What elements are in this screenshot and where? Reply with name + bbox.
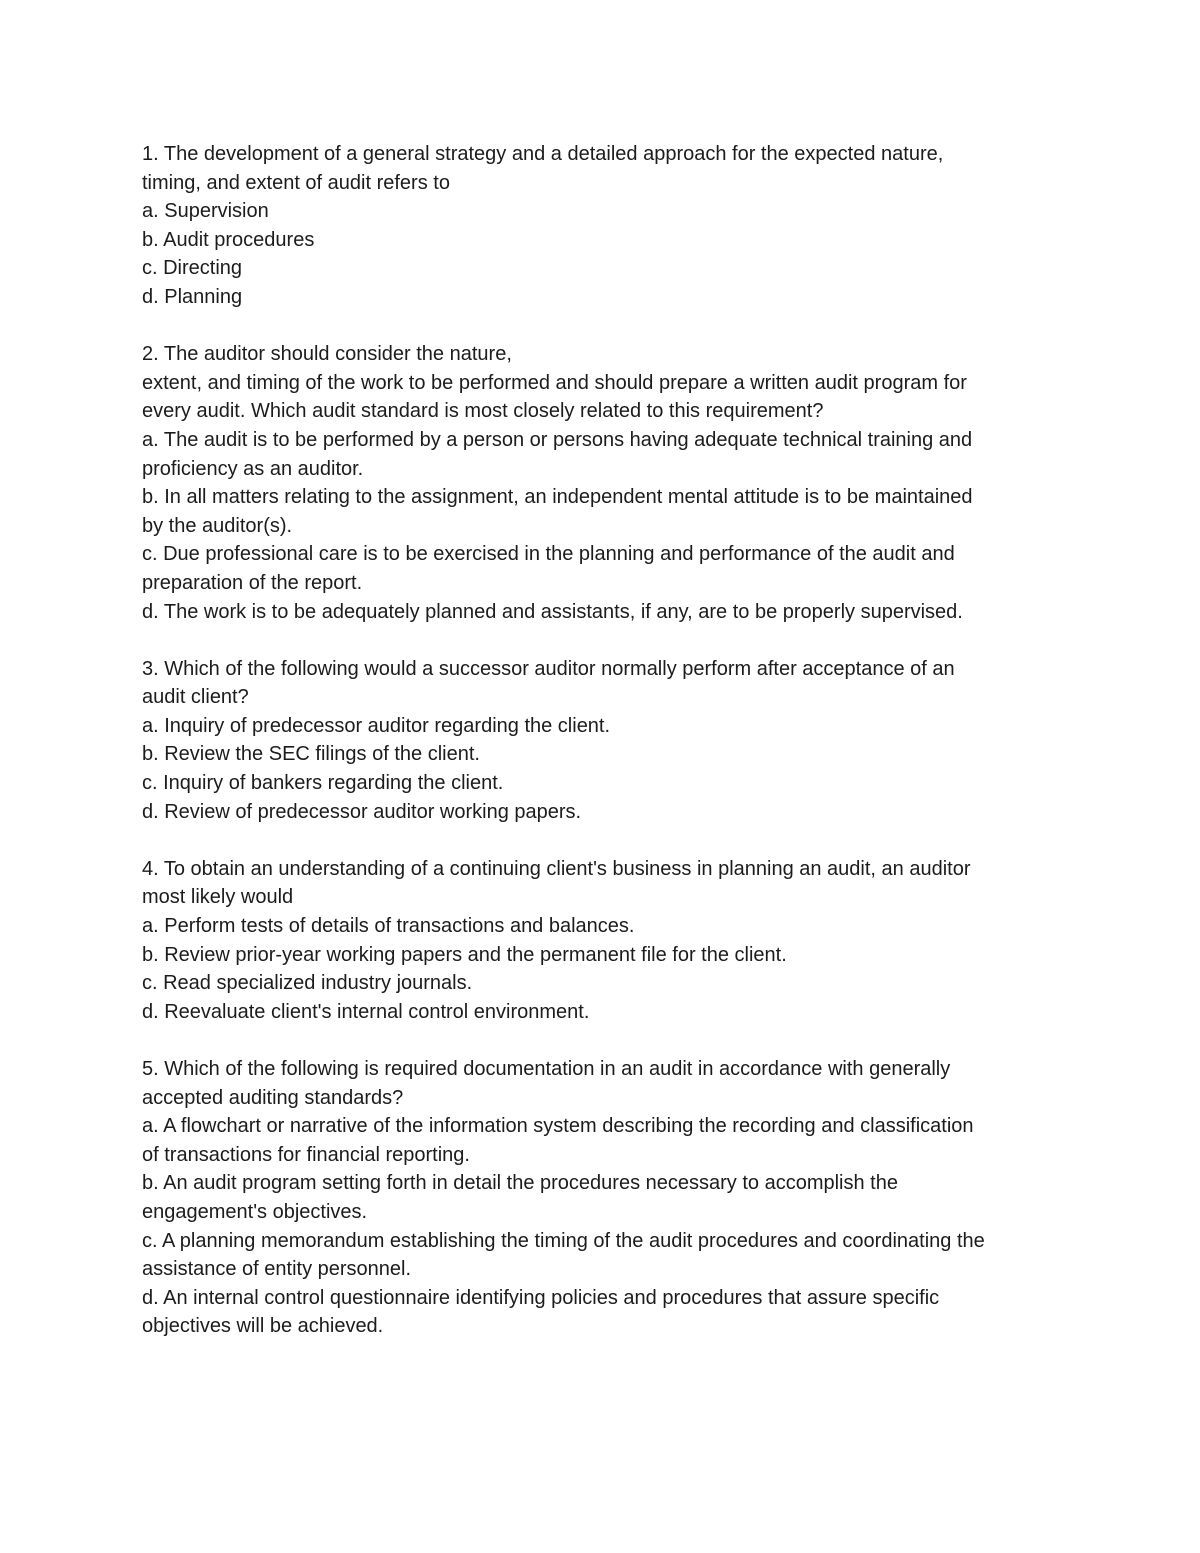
question-2-option-a-line-2: proficiency as an auditor. xyxy=(142,457,364,480)
question-3-option-d: d. Review of predecessor auditor working papers. xyxy=(142,800,582,823)
question-4-stem-line-2: most likely would xyxy=(142,886,294,909)
question-5-stem-line-2: accepted auditing standards? xyxy=(142,1086,404,1109)
question-4 xyxy=(142,855,1062,1027)
question-3-option-a: a. Inquiry of predecessor auditor regarding the client. xyxy=(142,714,611,737)
question-2-option-d: d. The work is to be adequately planned and assistants, if any, are to be properly supervised. xyxy=(142,600,963,623)
question-1-option-b: b. Audit procedures xyxy=(142,228,315,251)
document-body xyxy=(142,140,1062,1370)
question-3-option-c: c. Inquiry of bankers regarding the client. xyxy=(142,772,504,795)
question-2-option-b-line-2: by the auditor(s). xyxy=(142,514,293,537)
question-5-option-c-line-1: c. A planning memorandum establishing the timing of the audit procedures and coordinating the xyxy=(142,1229,985,1252)
question-1 xyxy=(142,140,1062,312)
question-4-option-b: b. Review prior-year working papers and the permanent file for the client. xyxy=(142,943,787,966)
question-1-option-c: c. Directing xyxy=(142,257,243,280)
question-5-option-c-line-2: assistance of entity personnel. xyxy=(142,1258,412,1281)
question-5-option-b-line-1: b. An audit program setting forth in detail the procedures necessary to accomplish the xyxy=(142,1172,898,1195)
question-2-stem-line-1: 2. The auditor should consider the nature, xyxy=(142,343,512,366)
question-1-option-d: d. Planning xyxy=(142,285,243,308)
question-5-option-a-line-2: of transactions for financial reporting. xyxy=(142,1143,470,1166)
question-1-stem-line-2: timing, and extent of audit refers to xyxy=(142,171,450,194)
question-4-stem-line-1: 4. To obtain an understanding of a continuing client's business in planning an audit, an auditor xyxy=(142,857,971,880)
question-5-stem-line-1: 5. Which of the following is required documentation in an audit in accordance with generally xyxy=(142,1058,951,1080)
question-4-option-d: d. Reevaluate client's internal control environment. xyxy=(142,1000,590,1023)
question-3-stem-line-1: 3. Which of the following would a successor auditor normally perform after acceptance of an xyxy=(142,657,955,680)
question-2-option-c-line-1: c. Due professional care is to be exercised in the planning and performance of the audit and xyxy=(142,543,955,566)
question-3-option-b: b. Review the SEC filings of the client. xyxy=(142,743,480,766)
question-2-option-c-line-2: preparation of the report. xyxy=(142,571,363,594)
question-3-stem-line-2: audit client? xyxy=(142,686,249,709)
question-5-option-d-line-2: objectives will be achieved. xyxy=(142,1315,384,1338)
question-2-option-b-line-1: b. In all matters relating to the assignment, an independent mental attitude is to be maintained xyxy=(142,486,973,509)
question-2-stem-line-2: extent, and timing of the work to be performed and should prepare a written audit program for xyxy=(142,371,967,394)
question-4-option-c: c. Read specialized industry journals. xyxy=(142,972,473,995)
question-1-option-a: a. Supervision xyxy=(142,200,269,223)
question-2-option-a-line-1: a. The audit is to be performed by a person or persons having adequate technical training and xyxy=(142,428,973,451)
question-5-option-b-line-2: engagement's objectives. xyxy=(142,1200,368,1223)
question-3 xyxy=(142,655,1062,827)
question-2-stem-line-3: every audit. Which audit standard is most closely related to this requirement? xyxy=(142,400,824,423)
question-4-option-a: a. Perform tests of details of transactions and balances. xyxy=(142,915,635,938)
question-5 xyxy=(142,1055,1062,1341)
question-5-option-a-line-1: a. A flowchart or narrative of the information system describing the recording and classification xyxy=(142,1115,974,1138)
question-5-option-d-line-1: d. An internal control questionnaire identifying policies and procedures that assure specific xyxy=(142,1286,940,1309)
question-2 xyxy=(142,340,1062,626)
question-1-stem-line-1: 1. The development of a general strategy and a detailed approach for the expected nature, xyxy=(142,143,944,165)
